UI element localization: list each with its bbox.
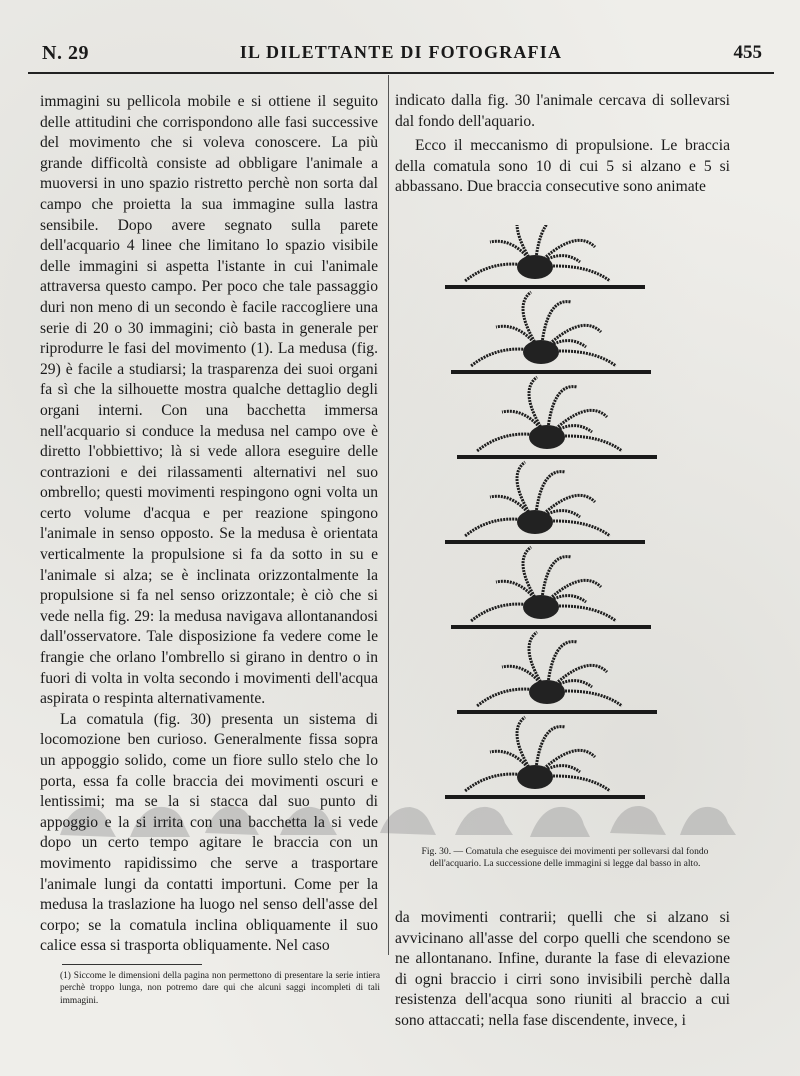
comatula-calyx [523,595,559,619]
paragraph: La comatula (fig. 30) presenta un sistema di locomozione ben curioso. Generalmente fissa sopra un appoggio solido, come un fiore sullo stelo che lo porta, essa fa colle braccia dei movimenti oscuri e lentissimi; ma se la si stacca dal suo punto di appoggio e la si irrita con una bacchetta la si vede dopo un certo tempo agitare le braccia con un movimento rapidissimo che serve a trasportare l'animale lungi da contatti importuni. Come per la medusa la traslazione ha luogo nel senso dell'asse del corpo; se la comatula inclina obliquamente il suo calice essa si trasporta obliquamente. Nel caso [40,710,378,955]
comatula-calyx [529,425,565,449]
figure-caption: Fig. 30. — Comatula che eseguisce dei movimenti per sollevarsi dal fondo dell'acquario. La successione delle immagini si legge dal basso in alto. [421,846,709,870]
left-column [40,92,378,957]
comatula-frame [451,292,651,374]
ground-line [451,625,651,629]
journal-title: IL DILETTANTE DI FOTOGRAFIA [239,42,563,62]
column-divider [388,75,389,955]
paragraph: da movimenti contrarii; quelli che si alzano si avvicinano all'asse del corpo quelli che scendono se ne allontanano. Infine, durante la fase di elevazione di ogni braccio i cirri sono invisibili perchè dalla resistenza dell'acqua sono riuniti al braccio a cui sono attaccati; nella fase discendente, invece, i [395,909,730,1029]
comatula-calyx [517,510,553,534]
comatula-frame [445,225,645,289]
page-header [28,34,774,70]
page-number: 455 [733,42,762,63]
comatula-calyx [523,340,559,364]
comatula-frames [400,225,730,837]
ground-line [457,455,657,459]
comatula-frame [445,462,645,544]
paragraph: indicato dalla fig. 30 l'animale cercava di sollevarsi dal fondo dell'aquario. [395,92,730,130]
ground-line [445,795,645,799]
footnote: (1) Siccome le dimensioni della pagina non permettono di presentare la serie intiera perchè troppo lunga, non potremo dare qui che alcuni saggi incompleti di tali immagini. [60,971,380,1006]
comatula-calyx [529,680,565,704]
ground-line [445,285,645,289]
footnote-rule [62,964,202,965]
ground-line [457,710,657,714]
header-rule [28,72,774,74]
figure-30-comatula-sequence [400,225,730,837]
comatula-frame [445,717,645,799]
paragraph: immagini su pellicola mobile e si ottiene il seguito delle attitudini che corrispondono alle fasi successive del movimento che si voleva conoscere. La più grande difficoltà consiste ad obbligare l'animale a muoversi in uno spazio ristretto perchè non sorta dal campo che proietta la sua immagine sulla lastra sensibile. Dopo avere segnato sulla parete dell'acquario 4 linee che limitano lo spazio visibile delle immagini si aspetta l'istante in cui l'animale attraversa questo campo. Per poco che tale passaggio duri non meno di un secondo è facile raccogliere una serie di 20 o 30 immagini; ciò basta in generale per riprodurre le fasi del movimento (1). La medusa (fig. 29) è facile a studiarsi; la trasparenza dei suoi organi fa sì che la silhouette mostra qualche dettaglio degli organi interni. Con una bacchetta immersa nell'acquario si conduce la medusa nel campo ove è diretto l'obbiettivo; là si vede allora eseguire delle contrazioni e dei rilassamenti alternativi nel suo ombrello; questi movimenti respingono ogni volta un certo volume d'acqua e per reazione spingono l'animale in senso opposto. Se la medusa è orientata verticalmente la propulsione si fa da sotto in su e l'animale si alza; se è inclinata orizzontalmente la propulsione si fa nel senso orizzontale; è ciò che si vede nella fig. 29: la medusa navigava allontanandosi dall'osservatore. Tale disposizione fa vedere come le frangie che orlano l'ombrello si girano in dentro o in fuori di volta in volta secondo i movimenti dell'acqua aspirata o respinta alternativamente. [40,93,378,708]
comatula-calyx [517,765,553,789]
comatula-calyx [517,255,553,279]
issue-number: N. 29 [42,42,89,64]
right-column-bottom [395,908,730,1032]
paragraph: Ecco il meccanismo di propulsione. Le braccia della comatula sono 10 di cui 5 si alzano e 5 si abbassano. Due braccia consecutive sono animate [395,137,730,196]
comatula-frame [457,632,657,714]
ground-line [451,370,651,374]
comatula-frame [457,377,657,459]
comatula-frame [451,547,651,629]
ground-line [445,540,645,544]
right-column-top [395,91,730,198]
